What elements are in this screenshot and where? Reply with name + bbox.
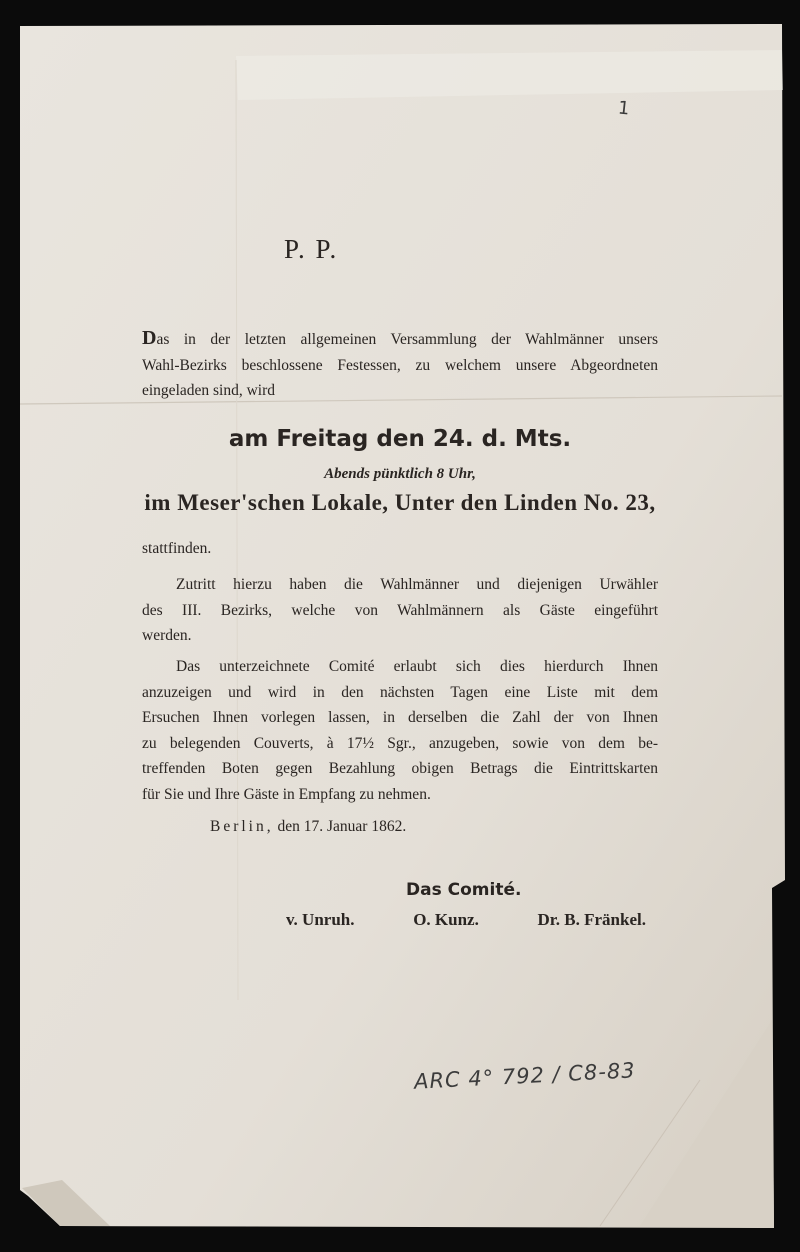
notice-line-3: Ersuchen Ihnen vorlegen lassen, in derselben die Zahl der von Ihnen [142,709,658,726]
signature-fraenkel: Dr. B. Fränkel. [537,910,646,929]
admission-paragraph [142,572,658,649]
notice-line-2: anzuzeigen und wird in den nächsten Tagen eine Liste mit dem [142,683,658,701]
place-date [210,818,406,836]
notice-line-4: zu belegenden Couverts, à 17½ Sgr., anzugeben, sowie von dem be- [142,734,658,752]
admission-line-2: des III. Bezirks, welche von Wahlmännern als Gäste eingeführt [142,601,658,619]
city-name: Berlin, [210,818,274,835]
admission-line-1: Zutritt hierzu haben die Wahlmänner und diejenigen Urwähler [176,576,658,593]
intro-line-1 [142,326,658,353]
intro-line-1-text: as in der letzten allgemeinen Versammlung der Wahlmänner unsers [156,331,658,348]
event-venue: im Meser'schen Lokale, Unter den Linden No. 23, [144,490,656,515]
signature-kunz: O. Kunz. [413,910,479,929]
signature-unruh: v. Unruh. [286,910,355,929]
event-date: am Freitag den 24. d. Mts. [228,426,572,452]
intro-line-3: eingeladen sind, wird [142,382,276,399]
intro-paragraph [142,326,658,404]
archive-shelfmark: ARC 4° 792 / C8-83 [413,1058,637,1094]
stattfinden-text: stattfinden. [142,540,212,557]
committee-title: Das Comité. [406,880,522,900]
notice-line-5: treffenden Boten gegen Bezahlung obigen Betrags die Eintrittskarten [142,760,658,777]
event-time: Abends pünktlich 8 Uhr, [324,466,476,482]
signatures [286,910,646,930]
notice-line-1: Das unterzeichnete Comité erlaubt sich dies hierdurch Ihnen [176,658,658,675]
letter-date: den 17. Januar 1862. [277,818,407,835]
admission-line-3: werden. [142,627,192,644]
page-number: 1 [616,97,631,120]
notice-line-6: für Sie und Ihre Gäste in Empfang zu nehmen. [142,785,431,803]
drop-cap: D [142,327,157,349]
intro-line-2: Wahl-Bezirks beschlossene Festessen, zu welchem unsere Abgeordneten [142,356,658,374]
document-heading: P. P. [284,234,339,264]
notice-paragraph [142,654,658,807]
